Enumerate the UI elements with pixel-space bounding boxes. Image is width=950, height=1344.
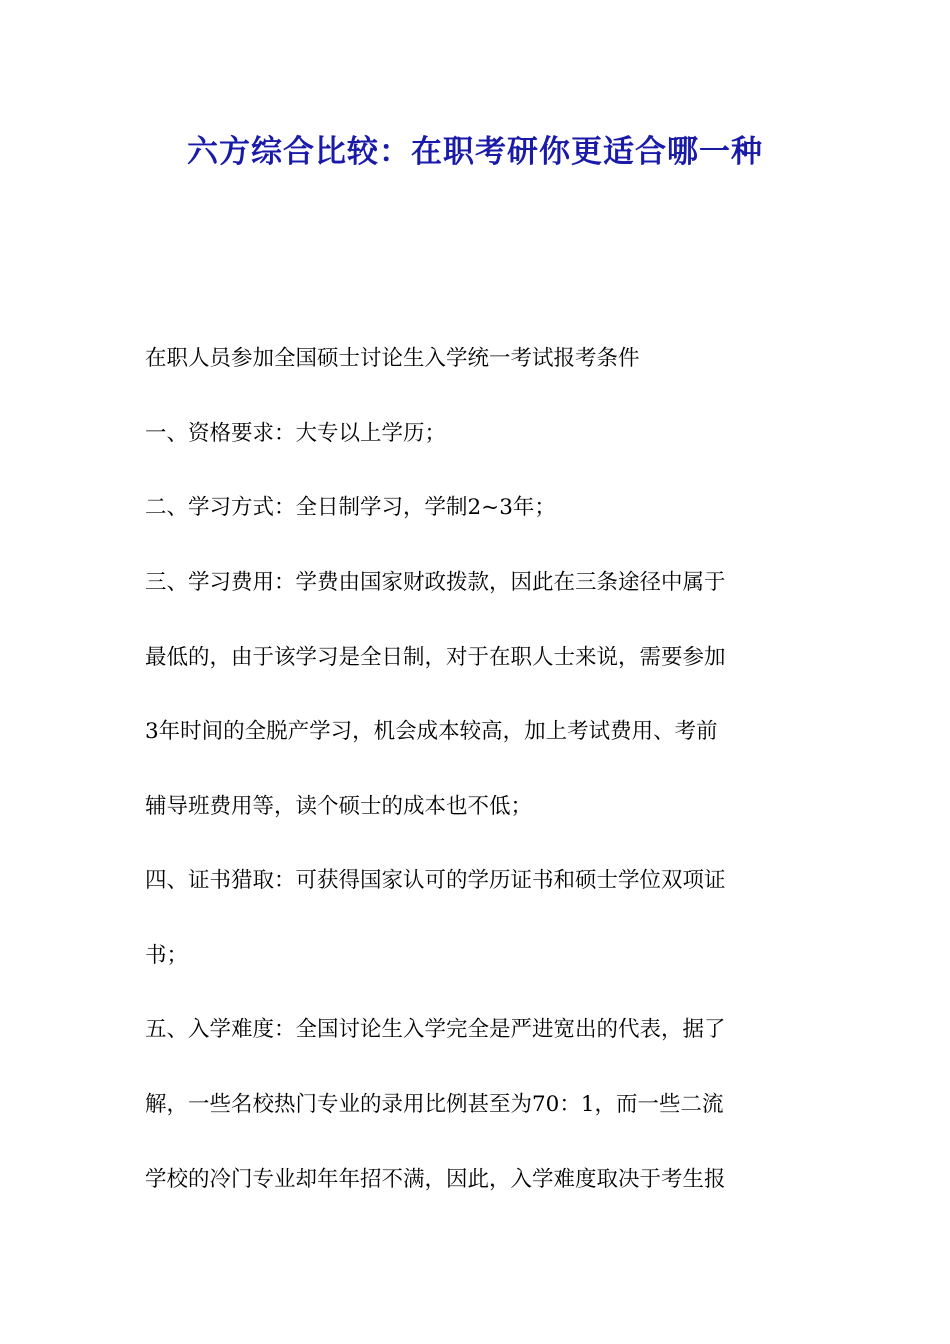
document-title: 六方综合比较：在职考研你更适合哪一种 xyxy=(187,134,763,170)
paragraph-line-cost-3: 3年时间的全脱产学习，机会成本较高，加上考试费用、考前 xyxy=(145,719,718,744)
paragraph-line-certificate-2: 书； xyxy=(145,943,189,968)
paragraph-line-difficulty-3: 学校的冷门专业却年年招不满，因此，入学难度取决于考生报 xyxy=(145,1167,726,1192)
paragraph-line-qualification: 一、资格要求：大专以上学历； xyxy=(145,421,447,446)
paragraph-line-intro: 在职人员参加全国硕士讨论生入学统一考试报考条件 xyxy=(145,346,640,371)
paragraph-line-cost-4: 辅导班费用等，读个硕士的成本也不低； xyxy=(145,794,533,819)
paragraph-line-study-mode: 二、学习方式：全日制学习，学制2~3年； xyxy=(145,495,556,520)
paragraph-line-difficulty-1: 五、入学难度：全国讨论生入学完全是严进宽出的代表，据了 xyxy=(145,1017,726,1042)
paragraph-line-cost-1: 三、学习费用：学费由国家财政拨款，因此在三条途径中属于 xyxy=(145,570,726,595)
paragraph-line-cost-2: 最低的，由于该学习是全日制，对于在职人士来说，需要参加 xyxy=(145,645,726,670)
paragraph-line-difficulty-2: 解，一些名校热门专业的录用比例甚至为70：1，而一些二流 xyxy=(145,1092,724,1117)
paragraph-line-certificate-1: 四、证书猎取：可获得国家认可的学历证书和硕士学位双项证 xyxy=(145,868,726,893)
